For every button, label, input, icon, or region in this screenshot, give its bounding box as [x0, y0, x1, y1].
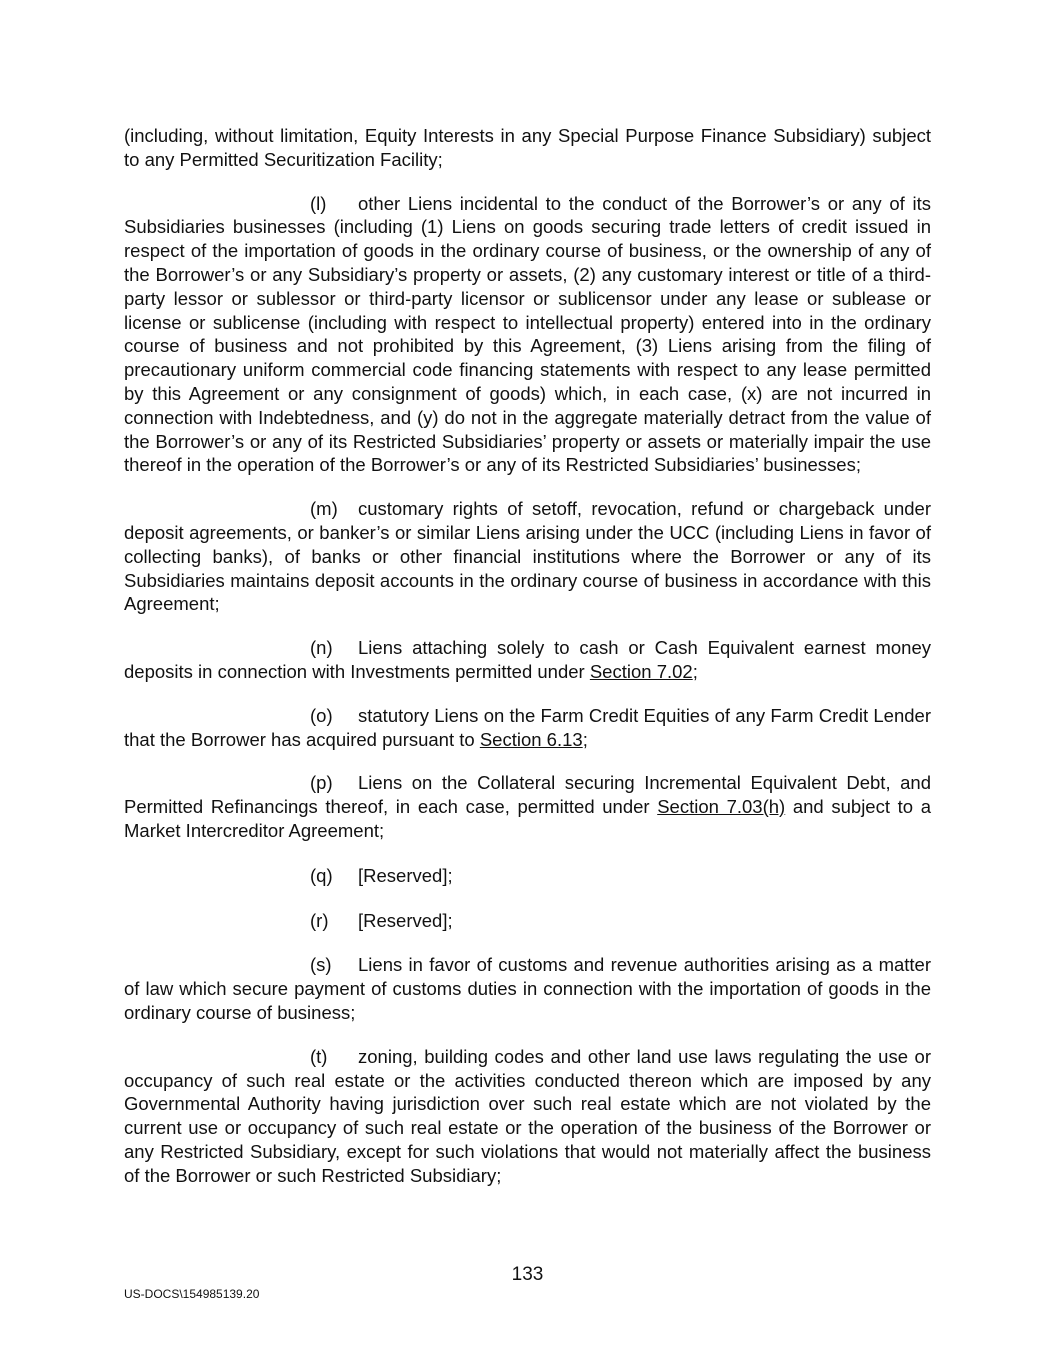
clause-l: [124, 192, 931, 478]
clause-text: [Reserved];: [358, 864, 453, 886]
section-reference-link[interactable]: Section 7.02: [589, 660, 693, 682]
clause-text: [Reserved];: [358, 909, 453, 931]
clause-text-end: ;: [582, 728, 588, 750]
page-number: 133: [511, 1264, 544, 1285]
clause-s: [124, 953, 931, 1024]
clause-marker: (o): [310, 704, 333, 726]
clause-text: Liens on the Collateral securing Incremental Equivalent Debt, and Permitted Refinancings thereof, in each case, permitted under: [124, 772, 931, 818]
clause-o: [124, 704, 931, 752]
clause-n: [124, 636, 931, 684]
clause-marker: (m): [310, 498, 338, 520]
clause-p: [124, 771, 931, 842]
clause-q: [124, 864, 931, 888]
clause-marker: (t): [310, 1045, 328, 1067]
clause-marker: (n): [310, 637, 333, 659]
document-body: [124, 124, 931, 1187]
clause-text: zoning, building codes and other land use laws regulating the use or occupancy of such real estate or the activities conducted thereon which are imposed by any Governmental Authority having jurisdiction over such real estate which are not violated by the current use or occupancy of such real estate or the operation of the business of the Borrower or any Restricted Subsidiary, except for such violations that would not materially affect the business of the Borrower or such Restricted Subsidiary;: [124, 1045, 931, 1186]
clause-r: [124, 909, 931, 933]
clause-marker: (q): [310, 864, 333, 886]
clause-marker: (s): [310, 954, 332, 976]
clause-marker: (l): [310, 192, 327, 214]
intro-paragraph: (including, without limitation, Equity Interests in any Special Purpose Finance Subsidiary) subject to any Permitted Securitization Facility;: [124, 125, 931, 170]
clause-text-end: and subject to a Market Intercreditor Agreement;: [124, 796, 932, 841]
clause-marker: (p): [310, 772, 333, 794]
clause-text-end: ;: [692, 660, 698, 682]
clause-text: Liens in favor of customs and revenue authorities arising as a matter of law which secure payment of customs duties in connection with the importation of goods in the ordinary course of business;: [124, 954, 931, 1023]
section-reference-link[interactable]: Section 7.03(h): [657, 796, 786, 818]
clause-t: [124, 1045, 931, 1188]
clause-m: [124, 497, 931, 616]
clause-text: customary rights of setoff, revocation, refund or chargeback under deposit agreements, or banker’s or similar Liens arising under the UCC (including Liens in favor of collecting banks), of banks or other financial institutions where the Borrower or any of its Subsidiaries maintains deposit accounts in the ordinary course of business in accordance with this Agreement;: [124, 498, 931, 615]
clause-text: statutory Liens on the Farm Credit Equities of any Farm Credit Lender that the Borrower has acquired pursuant to: [124, 704, 931, 750]
clause-marker: (r): [310, 909, 329, 931]
document-id: US-DOCS\154985139.20: [124, 1287, 260, 1301]
clause-text: other Liens incidental to the conduct of the Borrower’s or any of its Subsidiaries businesses (including (1) Liens on goods securing trade letters of credit issued in respect of the importation of goods in the ordinary course of business, or the ownership of any of the Borrower’s or any Subsidiary’s property or assets, (2) any customary interest or title of a third-party lessor or sublessor or third-party licensor or sublicensor under any lease or sublease or license or sublicense (including with respect to intellectual property) entered into in the ordinary course of business and not prohibited by this Agreement, (3) Liens arising from the filing of precautionary uniform commercial code financing statements with respect to any lease permitted by this Agreement or any consignment of goods) which, in each case, (x) are not incurred in connection with Indebtedness, and (y) do not in the aggregate materially detract from the value of the Borrower’s or any of its Restricted Subsidiaries’ property or assets or materially impair the use thereof in the operation of the Borrower’s or any of its Restricted Subsidiaries’ businesses;: [124, 192, 931, 476]
section-reference-link[interactable]: Section 6.13: [479, 728, 583, 750]
clause-text: Liens attaching solely to cash or Cash Equivalent earnest money deposits in connection with Investments permitted under: [124, 637, 931, 682]
